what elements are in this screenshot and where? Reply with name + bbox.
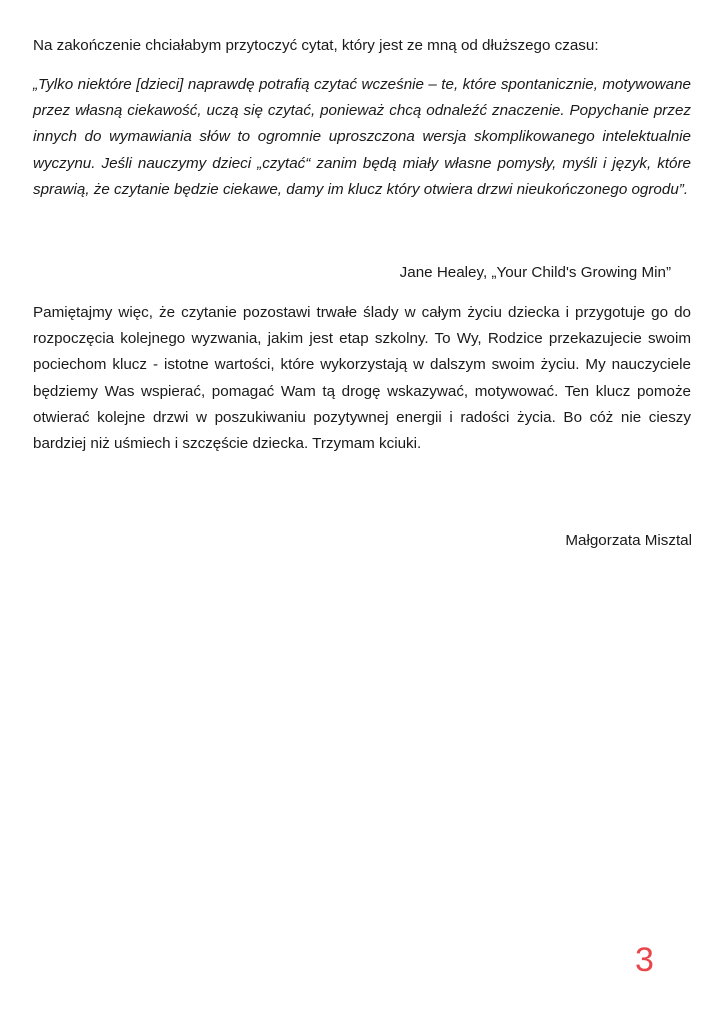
author-signature: Małgorzata Misztal: [565, 532, 692, 549]
intro-paragraph: Na zakończenie chciałabym przytoczyć cytat, który jest ze mną od dłuższego czasu:: [33, 37, 599, 54]
body-paragraph: Pamiętajmy więc, że czytanie pozostawi trwałe ślady w całym życiu dziecka i przygotuje go do rozpoczęcia kolejnego wyzwania, jakim jest etap szkolny. To Wy, Rodzice przekazujecie swoim pociechom klucz - istotne wartości, które wykorzystają w dalszym swoim życiu. My nauczyciele będziemy Was wspierać, pomagać Wam tą drogę wskazywać, motywować. Ten klucz pomoże otwierać kolejne drzwi w poszukiwaniu pozytywnej energii i radości życia. Bo cóż nie cieszy bardziej niż uśmiech i szczęście dziecka. Trzymam kciuki.: [33, 304, 691, 453]
quote-paragraph: „Tylko niektóre [dzieci] naprawdę potrafią czytać wcześnie – te, które spontanicznie, motywowane przez własną ciekawość, uczą się czytać, ponieważ chcą odnaleźć znaczenie. Popychanie przez innych do wymawiania słów to ogromnie uproszczona wersja skomplikowanego intelektualnie wyczynu. Jeśli nauczymy dzieci „czytać“ zanim będą miały własne pomysły, myśli i język, które sprawią, że czytanie będzie ciekawe, damy im klucz który otwiera drzwi nieukończonego ogrodu”.: [33, 76, 691, 198]
page-number: 3: [635, 941, 654, 979]
quote-attribution: Jane Healey, „Your Child's Growing Min”: [399, 264, 671, 281]
